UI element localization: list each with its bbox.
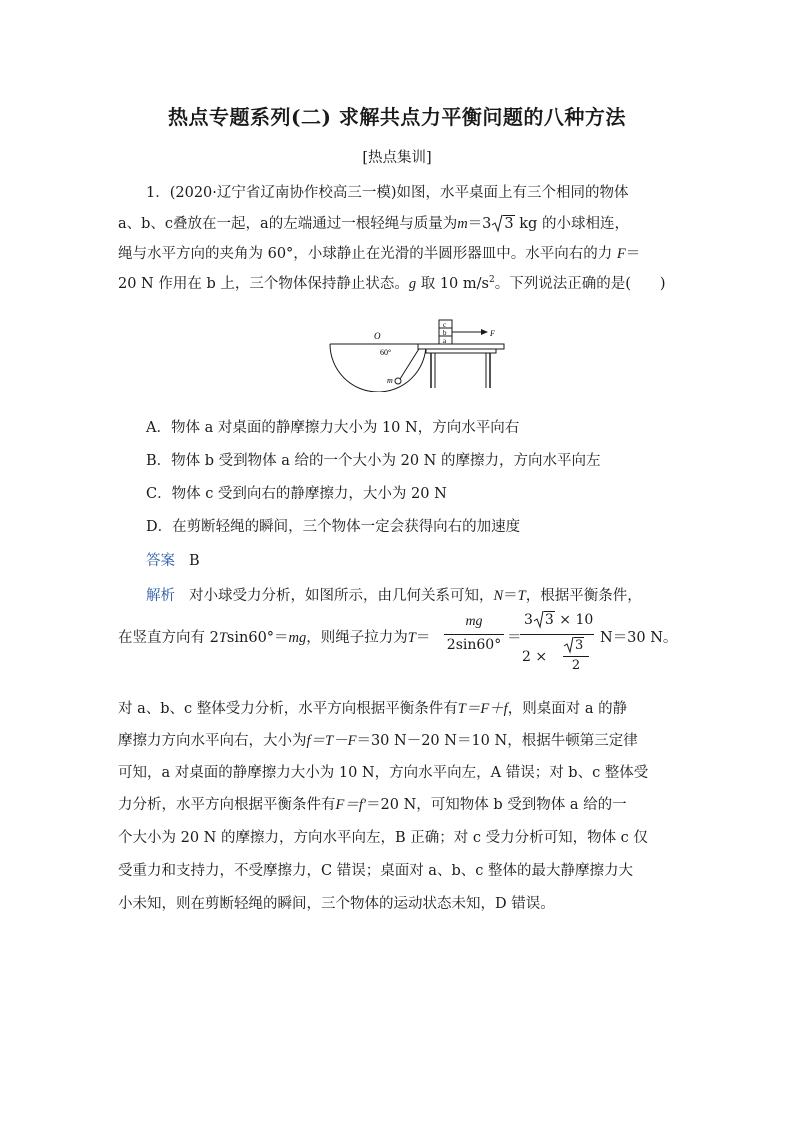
label-m: m <box>387 376 393 385</box>
result-text: N＝30 N。 <box>600 630 678 646</box>
table-apron <box>426 349 496 353</box>
fraction-2-bar <box>520 634 594 635</box>
fraction-2-numerator <box>524 612 593 628</box>
fraction-text: × 10 <box>559 612 594 628</box>
question-text: ＝ <box>625 246 641 262</box>
sqrt-expression <box>563 638 584 653</box>
fraction-1-numerator: mg <box>465 614 483 629</box>
sqrt-radicand: 3 <box>504 216 514 232</box>
analysis-line-7: 个大小为 20 N 的摩擦力，方向水平向左，B 正确；对 c 受力分析可知，物体 c 仅 <box>118 830 648 846</box>
equation: f＝T－F <box>306 733 357 749</box>
analysis-line-1 <box>146 584 642 605</box>
nested-fraction-bar <box>563 656 589 657</box>
equals-sign: ＝ <box>507 630 522 646</box>
analysis-text: ，则桌面对 a 的静 <box>507 701 628 717</box>
analysis-text: ，则绳子拉力为 <box>306 630 408 646</box>
analysis-text: ＝ <box>503 588 518 604</box>
fraction-2-denominator-lead: 2 × <box>522 649 548 665</box>
question-line-2 <box>118 212 629 233</box>
semicircle-bowl <box>330 344 426 392</box>
analysis-line-9: 小未知，则在剪断轻绳的瞬间，三个物体的运动状态未知，D 错误。 <box>118 896 555 912</box>
sqrt-expression <box>491 216 514 232</box>
option-c: C．物体 c 受到向右的静摩擦力，大小为 20 N <box>146 486 447 502</box>
answer-label: 答案 <box>146 553 175 569</box>
small-ball <box>395 378 401 384</box>
analysis-line-8: 受重力和支持力，不受摩擦力，C 错误；桌面对 a、b、c 整体的最大静摩擦力大 <box>118 863 633 879</box>
question-text: 20 N 作用在 b 上，三个物体保持静止状态。 <box>118 276 409 292</box>
label-c: c <box>443 321 447 329</box>
question-text: 绳与水平方向的夹角为 60°，小球静止在光滑的半圆形器皿中。水平向右的力 <box>118 246 613 262</box>
fraction-text: 3 <box>524 612 533 628</box>
label-F: F <box>490 329 495 338</box>
answer-value: B <box>189 553 200 569</box>
question-line-3 <box>118 242 640 263</box>
table-top <box>418 344 504 349</box>
question-text: 取 10 m/s <box>416 276 489 292</box>
force-symbol: F <box>616 246 626 262</box>
nested-denominator: 2 <box>571 658 581 673</box>
section-subtitle: [热点集训] <box>362 150 432 166</box>
sqrt-radicand: 3 <box>575 638 584 653</box>
analysis-line-3 <box>118 697 627 718</box>
exponent: 2 <box>488 275 495 286</box>
tension-symbol: T <box>407 630 416 646</box>
option-b: B．物体 b 受到物体 a 给的一个大小为 20 N 的摩擦力，方向水平向左 <box>146 453 601 469</box>
analysis-text: 对 a、b、c 整体受力分析，水平方向根据平衡条件有 <box>118 701 458 717</box>
gravity-symbol: g <box>408 276 417 292</box>
label-O: O <box>374 331 381 341</box>
analysis-text: ＝20 N，可知物体 b 受到物体 a 给的一 <box>366 797 627 813</box>
fraction-1-denominator: 2sin60° <box>446 637 502 653</box>
question-line-1: 1．(2020·辽宁省辽南协作校高三一模)如图，水平桌面上有三个相同的物体 <box>146 185 629 201</box>
option-d: D．在剪断轻绳的瞬间，三个物体一定会获得向右的加速度 <box>146 519 521 535</box>
analysis-line-6 <box>118 793 627 814</box>
analysis-text: 在竖直方向有 2 <box>118 630 219 646</box>
equation: T＝F＋f <box>457 701 508 717</box>
question-text: kg 的小球相连， <box>514 216 629 232</box>
tension-symbol: T <box>218 630 227 646</box>
analysis-text: 力分析，水平方向根据平衡条件有 <box>118 797 336 813</box>
sqrt-radicand: 3 <box>544 612 554 628</box>
analysis-text: sin60°＝ <box>226 630 289 646</box>
analysis-label: 解析 <box>146 588 175 604</box>
question-line-4 <box>118 272 666 293</box>
page-title: 热点专题系列(二) 求解共点力平衡问题的八种方法 <box>168 105 626 129</box>
label-a: a <box>443 337 447 345</box>
analysis-text: ＝ <box>415 630 431 646</box>
label-angle: 60° <box>380 348 392 357</box>
fraction-1-bar <box>444 634 504 635</box>
question-text: a、b、c叠放在一起，a的左端通过一根轻绳与质量为 <box>118 216 458 232</box>
analysis-text: 摩擦力方向水平向右，大小为 <box>118 733 307 749</box>
normal-force-symbol: N <box>493 588 504 604</box>
sqrt-sign-icon <box>563 637 576 654</box>
force-arrowhead-icon <box>481 329 488 335</box>
analysis-line-4 <box>118 729 638 750</box>
option-a: A．物体 a 对桌面的静摩擦力大小为 10 N，方向水平向右 <box>146 420 520 436</box>
analysis-text: 对小球受力分析，如图所示，由几何关系可知， <box>189 588 494 604</box>
sqrt-sign-icon <box>533 611 546 629</box>
sqrt-sign-icon <box>491 215 505 233</box>
analysis-text: ，根据平衡条件， <box>525 588 642 604</box>
nested-numerator <box>563 638 584 653</box>
tension-symbol: T <box>517 588 526 604</box>
analysis-text: ＝30 N－20 N＝10 N，根据牛顿第三定律 <box>356 733 638 749</box>
question-text: 。下列说法正确的是( ) <box>494 276 666 292</box>
answer-line <box>146 549 200 570</box>
weight-symbol: mg <box>288 630 307 646</box>
analysis-line-2 <box>118 626 430 647</box>
question-text: ＝3 <box>467 216 492 232</box>
sqrt-expression <box>533 612 555 628</box>
label-b: b <box>443 329 447 337</box>
physics-figure <box>318 310 508 392</box>
mass-symbol: m <box>457 216 468 232</box>
analysis-line-5: 可知，a 对桌面的静摩擦力大小为 10 N，方向水平向左，A 错误；对 b、c 整体受 <box>118 765 649 781</box>
equation: F＝f′ <box>335 797 367 813</box>
